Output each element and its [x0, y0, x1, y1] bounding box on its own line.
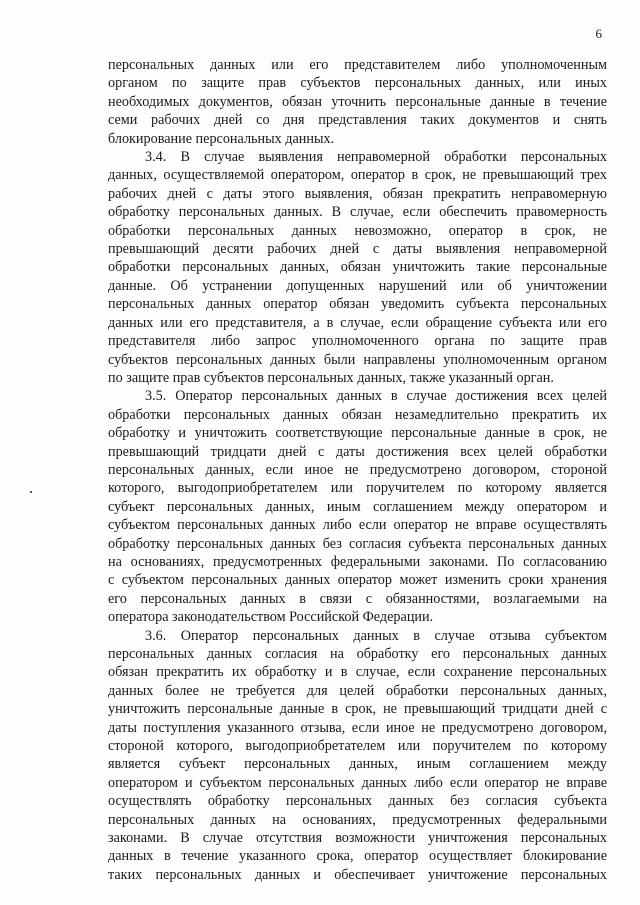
- text-line: субъектом персональных данных либо если оператор не вправе осуществлять: [108, 517, 607, 534]
- text-line: даты поступления указанного отзыва, если иное не предусмотрено договором,: [108, 719, 607, 736]
- document-body: [108, 56, 607, 884]
- text-line: рабочих дней с даты этого выявления, обязан прекратить неправомерную: [108, 185, 607, 202]
- text-line: обработку персональных данных без согласия субъекта персональных данных: [108, 535, 607, 552]
- text-line: субъектов персональных данных были направлены уполномоченным органом: [108, 351, 607, 368]
- text-line: с субъектом персональных данных оператор может изменить сроки хранения: [108, 572, 607, 589]
- scan-speck: [30, 491, 32, 493]
- text-line: обработку и уничтожить соответствующие персональные данные в срок, не: [108, 425, 607, 442]
- text-line: по защите прав субъектов персональных данных, также указанный орган.: [108, 369, 554, 386]
- text-line: обработки персональных данных, обязан уничтожить такие персональные: [108, 259, 607, 276]
- text-line: данных или его представителя, а в случае, если обращение субъекта или его: [108, 314, 607, 331]
- text-line: превышающий тридцати дней с даты достижения всех целей обработки: [108, 443, 607, 460]
- text-line: данные. Об устранении допущенных нарушений или об уничтожении: [108, 277, 607, 294]
- text-line: законами. В случае отсутствия возможности уничтожения персональных: [108, 830, 607, 847]
- text-line: персональных данных или его представителем либо уполномоченным: [108, 57, 607, 73]
- text-line: стороной которого, выгодоприобретателем или поручителем по которому: [108, 738, 607, 755]
- text-line: блокирование персональных данных.: [108, 130, 335, 147]
- text-line: оператором и субъектом персональных данных либо если оператор не вправе: [108, 774, 607, 791]
- text-line: оператора законодательством Российской Федерации.: [108, 609, 434, 626]
- text-line: обработку персональных данных. В случае, если обеспечить правомерность: [108, 204, 607, 221]
- text-line: данных более не требуется для целей обработки персональных данных,: [108, 682, 607, 699]
- paragraph-section-3-5: [108, 387, 607, 626]
- text-line: органом по защите прав субъектов персональных данных, или иных: [108, 75, 607, 92]
- text-line: персональных данных согласия на обработку его персональных данных: [108, 646, 607, 662]
- text-line: обработки персональных данных обязан незамедлительно прекратить их: [108, 406, 607, 423]
- text-line: уничтожить персональные данные в срок, не превышающий тридцати дней с: [108, 701, 607, 718]
- page-number: 6: [595, 26, 602, 41]
- paragraph-section-3-6: [108, 627, 607, 885]
- text-line: 3.6. Оператор персональных данных в случае отзыва субъектом: [145, 627, 607, 644]
- text-line: 3.4. В случае выявления неправомерной обработки персональных: [145, 149, 607, 166]
- text-line: семи рабочих дней со дня представления таких документов и снять: [108, 112, 607, 129]
- text-line: обязан прекратить их обработку и в случае, если сохранение персональных: [108, 664, 607, 681]
- text-line: таких персональных данных и обеспечивает уничтожение персональных: [108, 866, 607, 883]
- text-line: необходимых документов, обязан уточнить персональные данные в течение: [108, 93, 607, 110]
- text-line: персональных данных оператор обязан уведомить субъекта персональных: [108, 296, 607, 313]
- text-line: субъект персональных данных, иным соглашением между оператором и: [108, 498, 607, 515]
- text-line: данных в течение указанного срока, оператор осуществляет блокирование: [108, 848, 607, 865]
- text-line: является субъект персональных данных, иным соглашением между: [108, 756, 607, 773]
- text-line: его персональных данных в связи с обязанностями, возлагаемыми на: [108, 590, 607, 607]
- paragraph-continuation: [108, 56, 607, 148]
- text-line: данных, осуществляемой оператором, оператор в срок, не превышающий трех: [108, 167, 607, 184]
- text-line: обработки персональных данных невозможно, оператор в срок, не: [108, 222, 607, 239]
- text-line: персональных данных, если иное не предусмотрено договором, стороной: [108, 461, 607, 478]
- text-line: на основаниях, предусмотренных федеральными законами. По согласованию: [108, 553, 607, 570]
- text-line: 3.5. Оператор персональных данных в случае достижения всех целей: [145, 388, 607, 405]
- text-line: которого, выгодоприобретателем или поручителем по которому является: [108, 480, 607, 497]
- text-line: превышающий десяти рабочих дней с даты выявления неправомерной: [108, 241, 607, 258]
- text-line: осуществлять обработку персональных данных без согласия субъекта: [108, 793, 607, 810]
- paragraph-section-3-4: [108, 148, 607, 387]
- text-line: персональных данных на основаниях, предусмотренных федеральными: [108, 811, 607, 828]
- text-line: представителя либо запрос уполномоченного органа по защите прав: [108, 333, 607, 350]
